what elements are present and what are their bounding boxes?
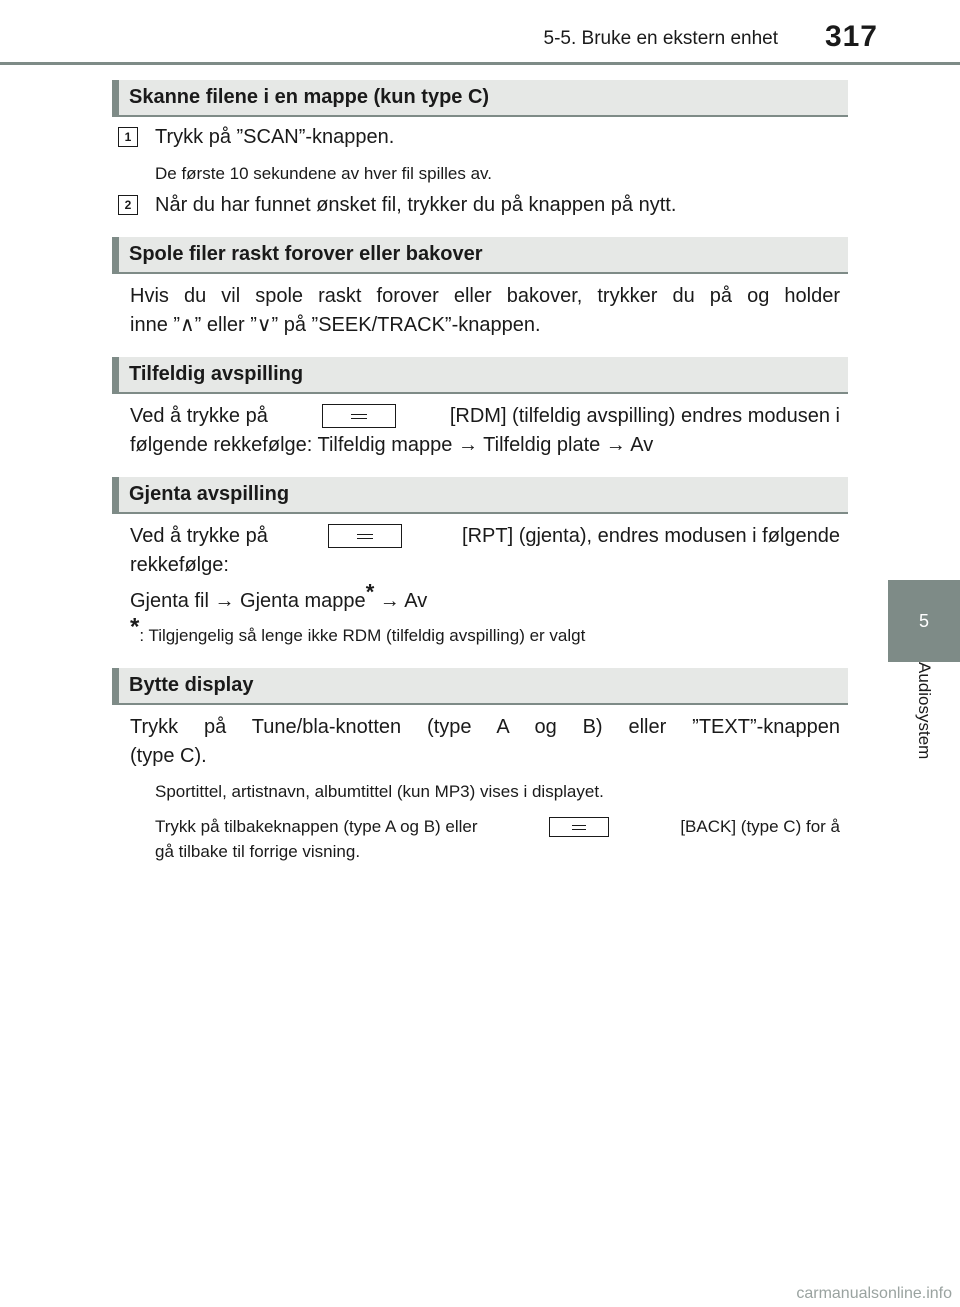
rdm-button-icon (322, 404, 396, 428)
repeat-text-before: Ved å trykke på (130, 525, 268, 547)
chapter-tab (888, 580, 960, 662)
display-note2-before: Trykk på tilbakeknappen (type A og B) eller (155, 817, 478, 836)
back-button-icon (549, 817, 609, 837)
section-heading-repeat (112, 477, 848, 514)
scan-step1-note: De første 10 sekundene av hver fil spilles av. (155, 164, 493, 183)
chapter-title: 5-5. Bruke en ekstern enhet (543, 28, 778, 49)
step-badge-2: 2 (118, 195, 138, 215)
random-text-after: [RDM] (tilfeldig avspilling) endres modusen i (449, 405, 840, 427)
display-note2-line2: gå tilbake til forrige visning. (155, 842, 361, 861)
display-text-line1: Trykk på Tune/bla-knotten (type A og B) eller ”TEXT”-knappen (130, 716, 840, 738)
section-heading-scan (112, 80, 848, 117)
footnote-asterisk: * (365, 579, 375, 605)
repeat-sequence: Gjenta fil → Gjenta mappe (130, 590, 366, 612)
display-note1: Sportittel, artistnavn, albumtittel (kun MP3) vises i displayet. (155, 782, 604, 801)
header-rule (0, 62, 960, 65)
section-heading-display-text: Bytte display (129, 674, 254, 696)
section-heading-random (112, 357, 848, 394)
scan-step2-text: Når du har funnet ønsket fil, trykker du på knappen på nytt. (155, 194, 677, 216)
repeat-text-line1 (130, 521, 840, 551)
display-text-line2: (type C). (130, 745, 207, 767)
section-heading-scan-text: Skanne filene i en mappe (kun type C) (129, 86, 490, 108)
chapter-tab-label: Audiosystem (915, 662, 934, 760)
seek-text-line1: Hvis du vil spole raskt forover eller bakover, trykker du på og holder (130, 285, 840, 307)
repeat-footnote (130, 613, 586, 648)
page-number: 317 (824, 20, 878, 53)
repeat-text-line2: rekkefølge: (130, 554, 229, 576)
watermark: carmanualsonline.info (796, 1285, 952, 1302)
repeat-sequence-end: → Av (374, 590, 428, 612)
random-text-line1 (130, 401, 840, 431)
scan-step1-text: Trykk på ”SCAN”-knappen. (155, 126, 395, 148)
rpt-button-icon (328, 524, 402, 548)
seek-text-line2: inne ”∧” eller ”∨” på ”SEEK/TRACK”-knappen. (130, 314, 541, 336)
footnote-mark: * (130, 613, 140, 641)
random-text-before: Ved å trykke på (130, 405, 268, 427)
step-badge-1: 1 (118, 127, 138, 147)
footnote-text: : Tilgjengelig så lenge ikke RDM (tilfeldig avspilling) er valgt (139, 626, 586, 645)
display-note2-after: [BACK] (type C) for å (680, 817, 840, 836)
random-text-line2: følgende rekkefølge: Tilfeldig mappe → Tilfeldig plate → Av (130, 434, 654, 456)
display-note2-line1 (155, 815, 840, 839)
repeat-text-line3 (130, 579, 428, 616)
section-heading-random-text: Tilfeldig avspilling (129, 363, 304, 385)
section-heading-seek (112, 237, 848, 274)
section-heading-display (112, 668, 848, 705)
chapter-tab-number: 5 (918, 610, 929, 631)
repeat-text-after: [RPT] (gjenta), endres modusen i følgende (462, 525, 840, 547)
chapter-tab-label-wrap (888, 662, 960, 882)
section-heading-repeat-text: Gjenta avspilling (129, 483, 290, 505)
section-heading-seek-text: Spole filer raskt forover eller bakover (129, 243, 483, 265)
